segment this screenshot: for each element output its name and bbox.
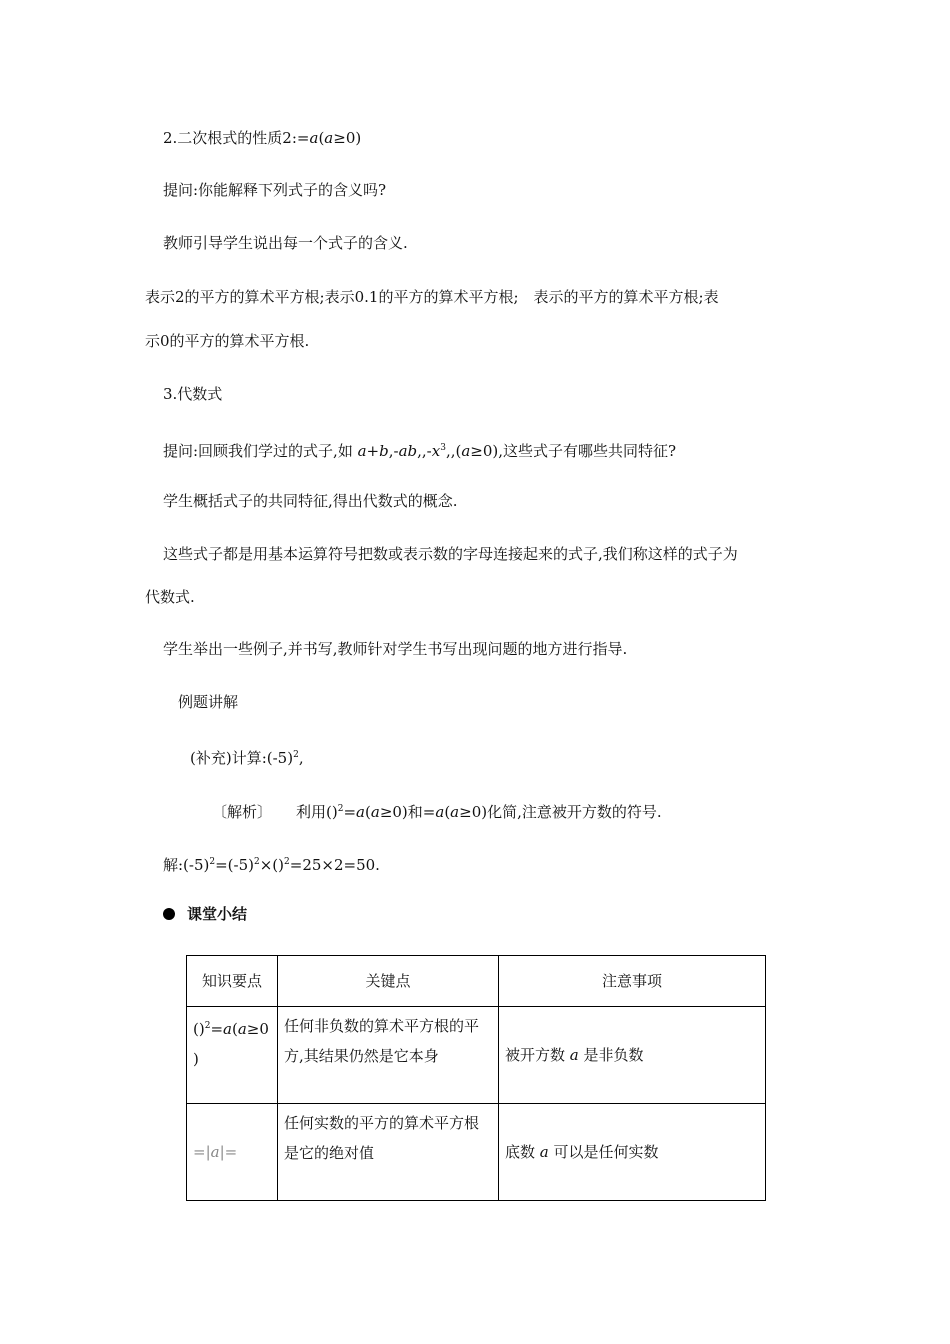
question-text-end: ≥0),这些式子有哪些共同特征? (470, 442, 677, 460)
var-b: b (379, 442, 389, 460)
table-cell-keypoint: 任何实数的平方的算术平方根是它的绝对值 (278, 1104, 499, 1201)
plus-sign: + (366, 442, 380, 460)
var-x: x (431, 442, 441, 460)
definition-line-2: 代数式. (145, 588, 195, 606)
var-a: a (370, 803, 380, 821)
cell-text: |= (219, 1143, 238, 1161)
bullet-icon (163, 908, 175, 920)
table-header-row (187, 956, 766, 1007)
cell-text: 是非负数 (578, 1046, 644, 1064)
question-line: 提问:你能解释下列式子的含义吗? (163, 181, 387, 199)
var-a: a (450, 803, 460, 821)
teacher-guide-line: 教师引导学生说出每一个式子的含义. (163, 234, 408, 252)
section-algebraic-expression: 3.代数式 (163, 385, 223, 403)
cell-text: ≥0 (246, 1020, 269, 1038)
superscript: 2 (204, 1021, 211, 1031)
var-ab: ab (398, 442, 418, 460)
table-cell-note (499, 1007, 766, 1104)
equals: = (343, 803, 357, 821)
example-heading: 例题讲解 (178, 693, 239, 711)
definition-line-1: 这些式子都是用基本运算符号把数或表示数的字母连接起来的式子,我们称这样的式子为 (163, 545, 738, 563)
cell-text: 被开方数 (505, 1046, 570, 1064)
superscript: 2 (284, 857, 290, 867)
solution-text: 解:(-5) (163, 856, 210, 874)
table-header-cell: 关键点 (278, 956, 499, 1007)
cell-text: () (193, 1020, 205, 1038)
paren: ( (365, 803, 371, 821)
analysis-label: 〔解析〕 (212, 803, 273, 821)
superscript: 2 (209, 857, 216, 867)
var-a: a (461, 442, 471, 460)
comma: , (298, 749, 304, 767)
var-a: a (210, 1143, 220, 1161)
superscript: 2 (293, 750, 299, 760)
table-row (187, 1007, 766, 1104)
paren: ( (318, 129, 325, 147)
table-header-cell: 知识要点 (187, 956, 278, 1007)
var-a: a (569, 1046, 579, 1064)
var-a: a (539, 1143, 549, 1161)
condition-text: ≥0) (333, 129, 362, 147)
cell-text: 可以是任何实数 (548, 1143, 659, 1161)
var-a: a (309, 129, 319, 147)
property-line (163, 128, 361, 148)
solution-line (163, 852, 380, 875)
solution-text: =(-5) (215, 856, 254, 874)
equals: = (210, 1020, 224, 1038)
meaning-line-1: 表示2的平方的算术平方根;表示0.1的平方的算术平方根; 表示的平方的算术平方根;表 (145, 288, 719, 306)
student-summary-line: 学生概括式子的共同特征,得出代数式的概念. (163, 492, 458, 510)
table-row (187, 1104, 766, 1201)
supplement-problem-line (190, 745, 304, 768)
superscript: 3 (440, 443, 446, 453)
question-expressions-line (163, 438, 676, 461)
separator: ,,- (417, 442, 432, 460)
paren: ) (193, 1050, 199, 1068)
analysis-text-end: ≥0)化简,注意被开方数的符号. (459, 803, 662, 821)
problem-text: (补充)计算:(-5) (190, 749, 294, 767)
analysis-text: 利用() (296, 803, 338, 821)
summary-table (186, 955, 766, 1201)
property-text: 2.二次根式的性质2:= (163, 129, 310, 147)
section-title: 课堂小结 (187, 905, 248, 923)
table-cell-knowledge (187, 1104, 278, 1201)
table-header-cell: 注意事项 (499, 956, 766, 1007)
solution-text: ×() (259, 856, 285, 874)
superscript: 2 (337, 804, 344, 814)
cell-text: =| (193, 1143, 211, 1161)
var-a: a (324, 129, 334, 147)
var-a: a (356, 803, 365, 821)
table-cell-note (499, 1104, 766, 1201)
var-a: a (223, 1020, 232, 1038)
meaning-line-2: 示0的平方的算术平方根. (145, 332, 310, 350)
paren: ( (444, 803, 451, 821)
analysis-line (212, 799, 662, 822)
cell-text: 底数 (505, 1143, 540, 1161)
var-a: a (237, 1020, 247, 1038)
superscript: 2 (254, 857, 260, 867)
table-cell-knowledge (187, 1007, 278, 1104)
table-cell-keypoint: 任何非负数的算术平方根的平方,其结果仍然是它本身 (278, 1007, 499, 1104)
paren: ( (231, 1020, 238, 1038)
separator: ,,( (445, 442, 462, 460)
analysis-text: ≥0)和= (379, 803, 436, 821)
var-a: a (435, 803, 445, 821)
separator: ,- (388, 442, 399, 460)
solution-result: =25×2=50. (289, 856, 380, 874)
question-text: 提问:回顾我们学过的式子,如 (163, 442, 358, 460)
student-examples-line: 学生举出一些例子,并书写,教师针对学生书写出现问题的地方进行指导. (163, 640, 628, 658)
var-a: a (357, 442, 367, 460)
